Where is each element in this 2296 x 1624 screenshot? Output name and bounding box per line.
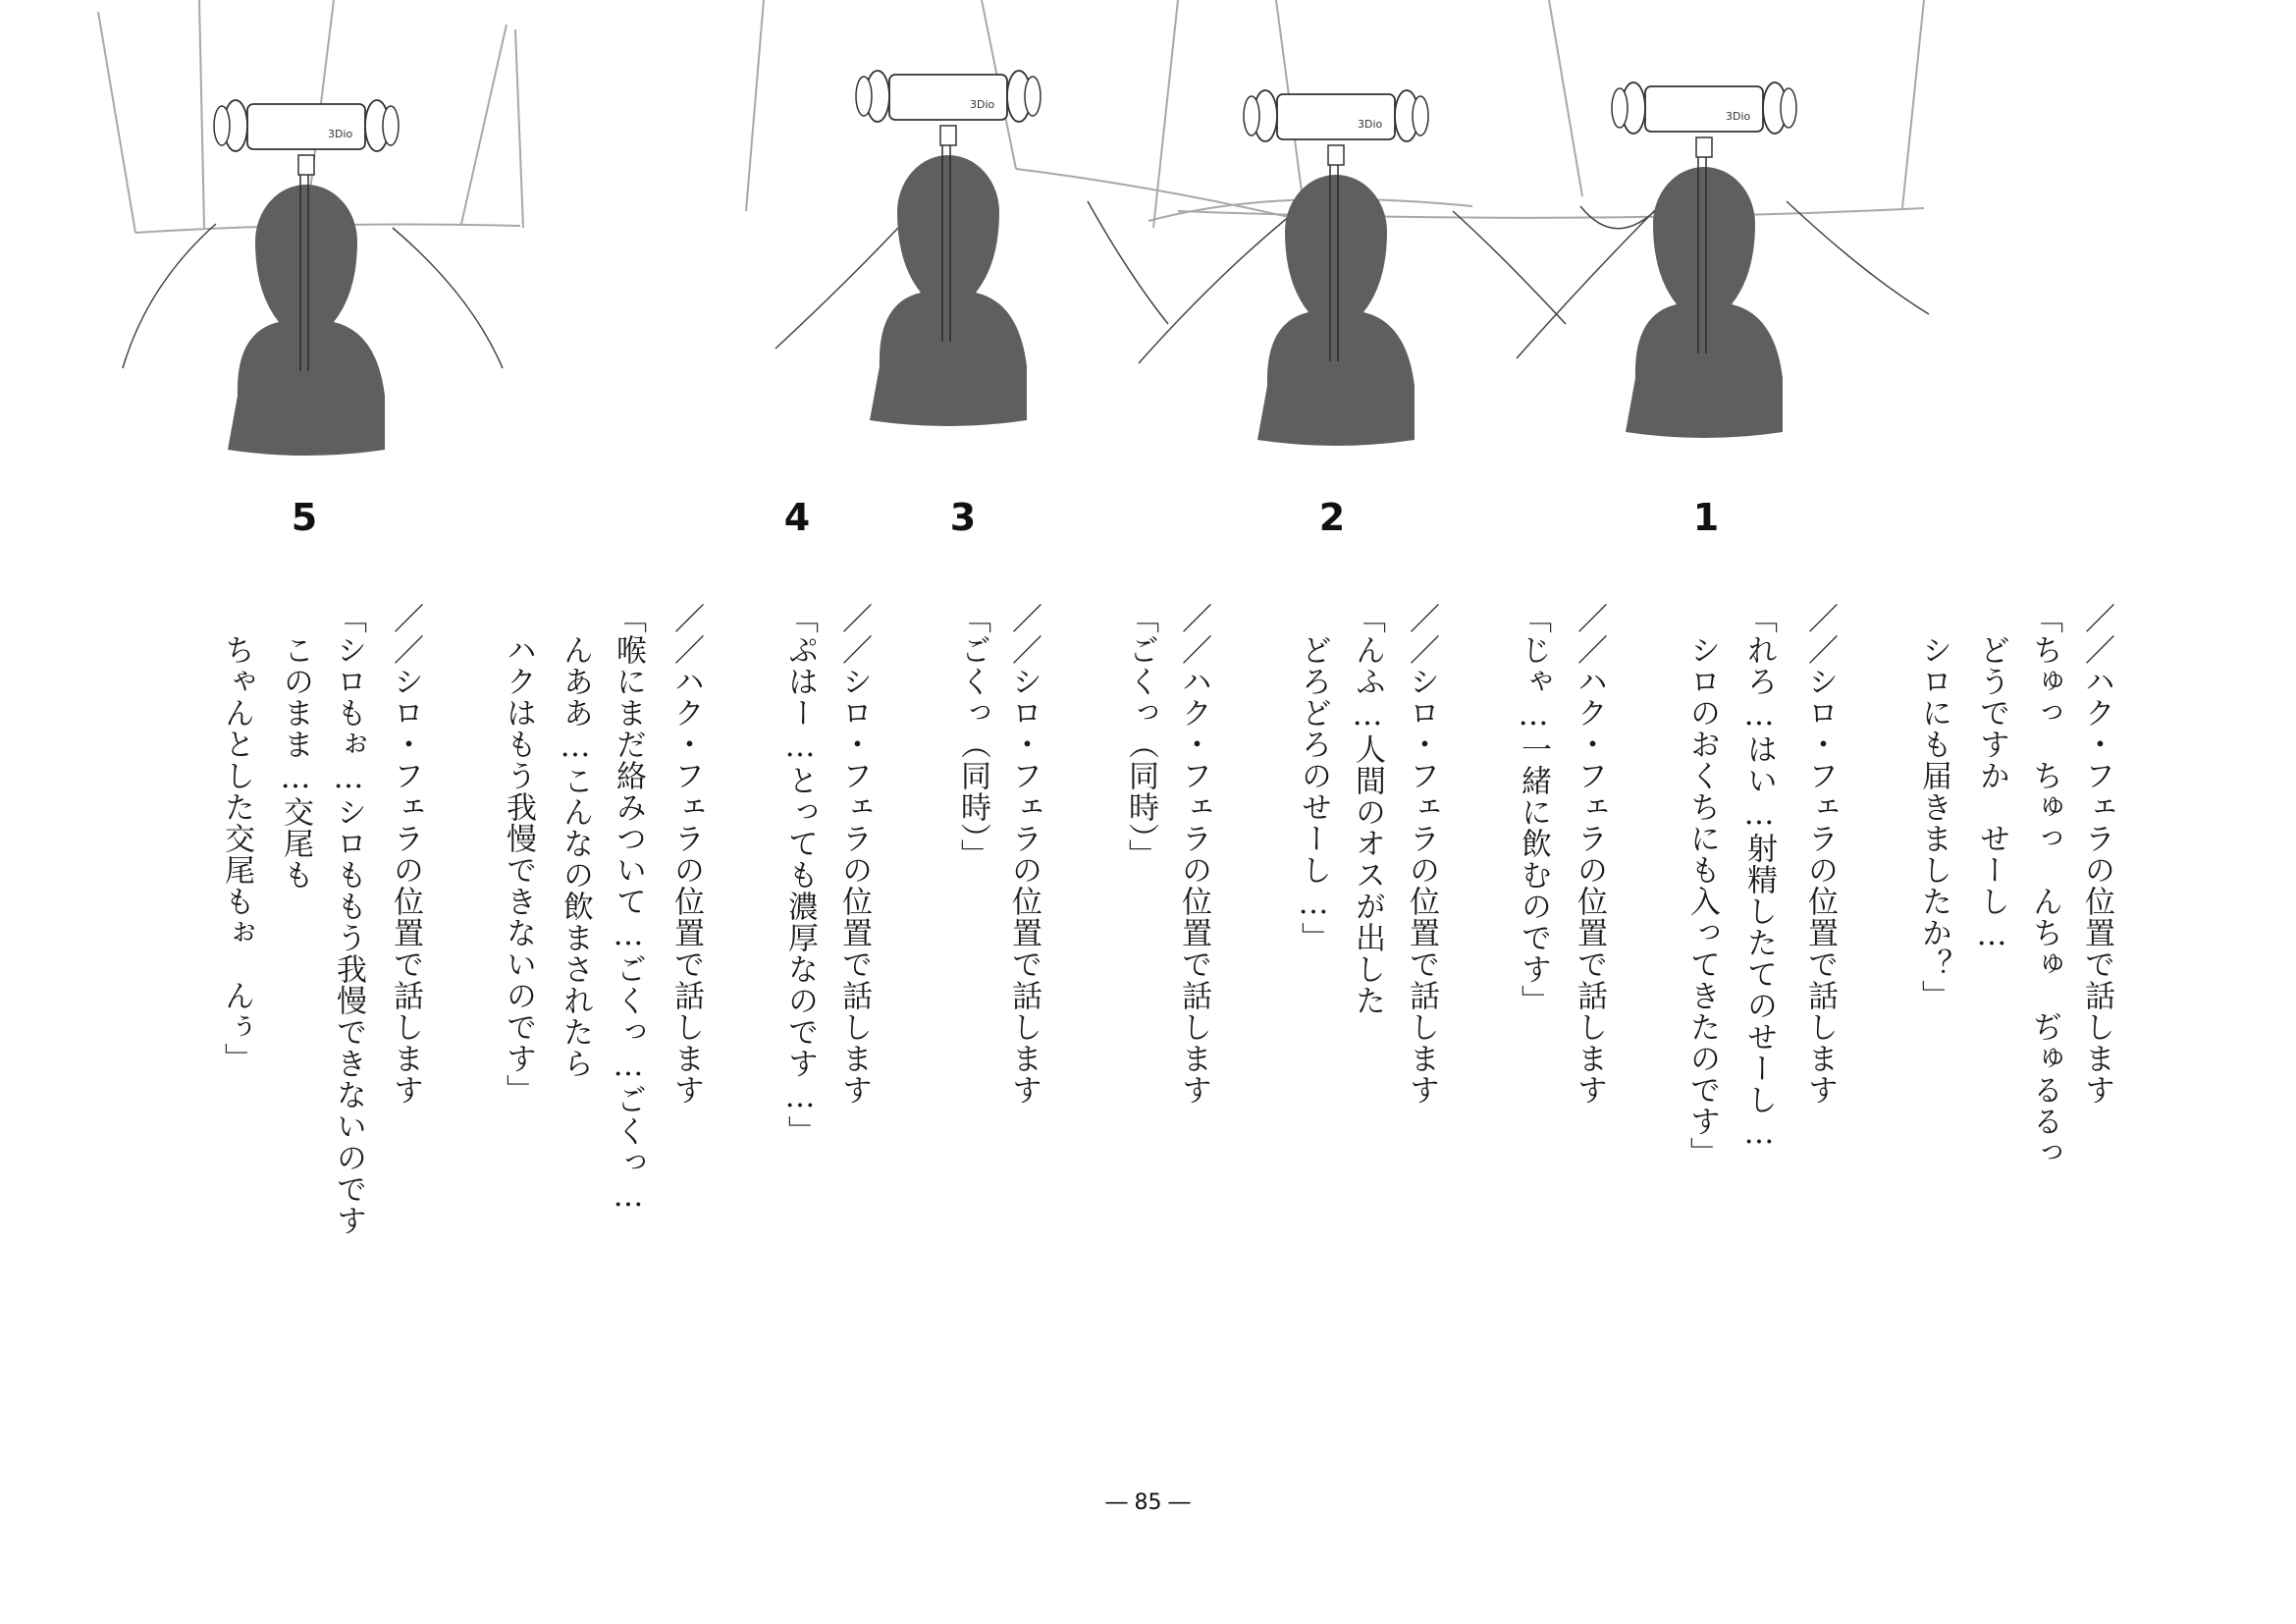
mic-label: 3Dio <box>328 128 353 140</box>
mic-label: 3Dio <box>1358 118 1383 131</box>
binaural-position-diagram <box>0 0 2296 461</box>
script-line: ／／ハク・フェラの位置で話します <box>1572 603 1607 1106</box>
script-line: どろどろのせーし…」 <box>1296 603 1331 953</box>
script-line: 「ごくっ（同時）」 <box>955 603 990 871</box>
script-line: ／／シロ・フェラの位置で話します <box>1404 603 1439 1106</box>
figure-position-2 <box>1244 90 1428 446</box>
position-number-1: 1 <box>1692 496 1720 539</box>
mic-label: 3Dio <box>1726 110 1751 123</box>
script-line: ちゃんとした交尾もぉ んぅ」 <box>219 603 254 1074</box>
script-line: ／／ハク・フェラの位置で話します <box>2079 603 2114 1106</box>
position-number-2: 2 <box>1318 496 1346 539</box>
script-line: シロのおくちにも入ってきたのです」 <box>1684 603 1720 1168</box>
script-line: 「ごくっ（同時）」 <box>1123 603 1158 871</box>
script-line: ／／ハク・フェラの位置で話します <box>668 603 704 1106</box>
script-line: 「れろ…はい…射精したてのせーし… <box>1741 603 1777 1152</box>
script-line: ／／ハク・フェラの位置で話します <box>1176 603 1211 1106</box>
script-line: 「喉にまだ絡みついて…ごくっ…ごくっ… <box>611 603 646 1215</box>
position-number-4: 4 <box>783 496 811 539</box>
script-line: ／／シロ・フェラの位置で話します <box>836 603 872 1106</box>
script-line: 「シロもぉ…シロももう我慢できないのです <box>331 603 366 1236</box>
script-line: 「ちゅっ ちゅっ んちゅ ぢゅるるっ <box>2027 603 2062 1168</box>
figure-position-3-4 <box>856 71 1041 426</box>
script-line: 「んふ…人間のオスが出した <box>1350 603 1385 1016</box>
page-number: ― 85 ― <box>1105 1490 1191 1515</box>
mic-label: 3Dio <box>970 98 995 111</box>
script-line: ／／シロ・フェラの位置で話します <box>1802 603 1838 1106</box>
script-line: ／／シロ・フェラの位置で話します <box>1006 603 1041 1106</box>
position-number-3: 3 <box>949 496 977 539</box>
script-line: どうですか せーし… <box>1974 603 2009 953</box>
script-line: ハクはもう我慢できないのです」 <box>501 603 536 1106</box>
script-line: んああ…こんなの飲まされたら <box>558 603 593 1079</box>
figure-position-5 <box>214 100 399 456</box>
position-number-5: 5 <box>291 496 318 539</box>
figure-position-1 <box>1612 82 1796 438</box>
script-line: ／／シロ・フェラの位置で話します <box>388 603 423 1106</box>
script-line: 「ぷはー…とっても濃厚なのです…」 <box>782 603 818 1147</box>
script-line: 「じゃ…一緒に飲むのです」 <box>1516 603 1551 1016</box>
script-line: シロにも届きましたか？」 <box>1916 603 1951 1011</box>
script-line: このまま…交尾も <box>278 603 313 891</box>
